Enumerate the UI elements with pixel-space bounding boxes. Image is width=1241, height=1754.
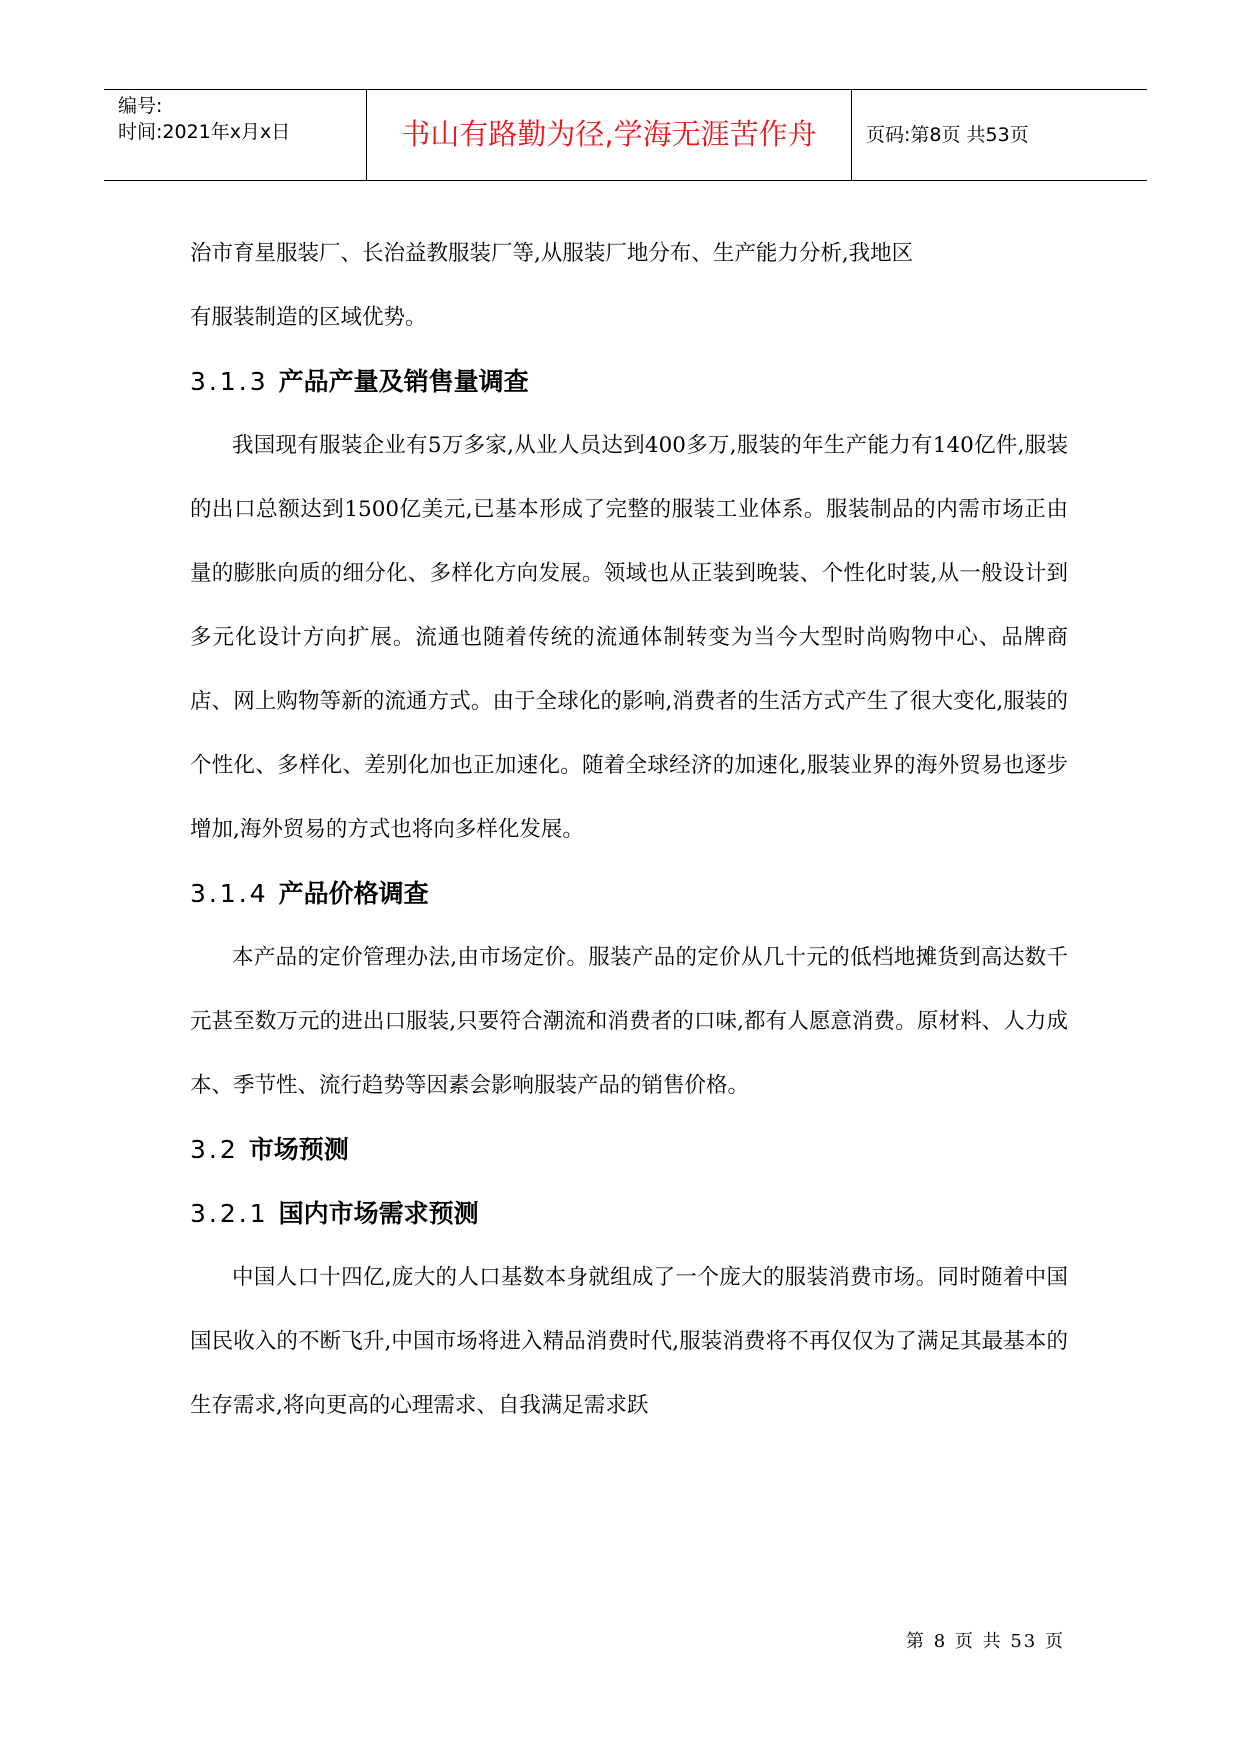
section-heading [190, 1118, 1068, 1182]
section-number: 3.1.4 [190, 879, 269, 908]
page-header [104, 89, 1147, 181]
section-heading [190, 350, 1068, 414]
section-title: 市场预测 [248, 1135, 349, 1164]
section-title: 国内市场需求预测 [278, 1199, 479, 1228]
document-date: 时间:2021年x月x日 [118, 121, 291, 143]
paragraph-continued [190, 222, 1068, 350]
header-page-info: 页码:第8页 共53页 [866, 124, 1029, 146]
paragraph: 中国人口十四亿,庞大的人口基数本身就组成了一个庞大的服装消费市场。同时随着中国国民收入的不断飞升,中国市场将进入精品消费时代,服装消费将不再仅仅为了满足其最基本的生存需求,将向更高的心理需求、自我满足需求跃 [190, 1265, 1068, 1418]
section-number: 3.1.3 [190, 367, 269, 396]
header-motto-cell [367, 90, 852, 180]
header-motto: 书山有路勤为径,学海无涯苦作舟 [401, 117, 817, 151]
paragraph: 本产品的定价管理办法,由市场定价。服装产品的定价从几十元的低档地摊货到高达数千元甚至数万元的进出口服装,只要符合潮流和消费者的口味,都有人愿意消费。原材料、人力成本、季节性、流行趋势等因素会影响服装产品的销售价格。 [190, 945, 1068, 1098]
page-footer: 第 8 页 共 53 页 [906, 1631, 1065, 1652]
document-body [190, 222, 1068, 1438]
paragraph-line: 治市育星服装厂、长治益教服装厂等,从服装厂地分布、生产能力分析,我地区 [190, 241, 914, 266]
header-page-cell [852, 90, 1147, 180]
paragraph-line: 有服装制造的区域优势。 [190, 305, 427, 330]
header-meta-cell [104, 90, 367, 180]
section-number: 3.2 [190, 1135, 239, 1164]
document-number-label: 编号: [118, 95, 163, 117]
section-title: 产品价格调查 [278, 879, 429, 908]
section-heading [190, 862, 1068, 926]
section-title: 产品产量及销售量调查 [278, 367, 529, 396]
section-heading [190, 1182, 1068, 1246]
paragraph: 我国现有服装企业有5万多家,从业人员达到400多万,服装的年生产能力有140亿件,服装的出口总额达到1500亿美元,已基本形成了完整的服装工业体系。服装制品的内需市场正由量的膨胀向质的细分化、多样化方向发展。领域也从正装到晚装、个性化时装,从一般设计到多元化设计方向扩展。流通也随着传统的流通体制转变为当今大型时尚购物中心、品牌商店、网上购物等新的流通方式。由于全球化的影响,消费者的生活方式产生了很大变化,服装的个性化、多样化、差别化加也正加速化。随着全球经济的加速化,服装业界的海外贸易也逐步增加,海外贸易的方式也将向多样化发展。 [190, 433, 1068, 842]
section-number: 3.2.1 [190, 1199, 269, 1228]
